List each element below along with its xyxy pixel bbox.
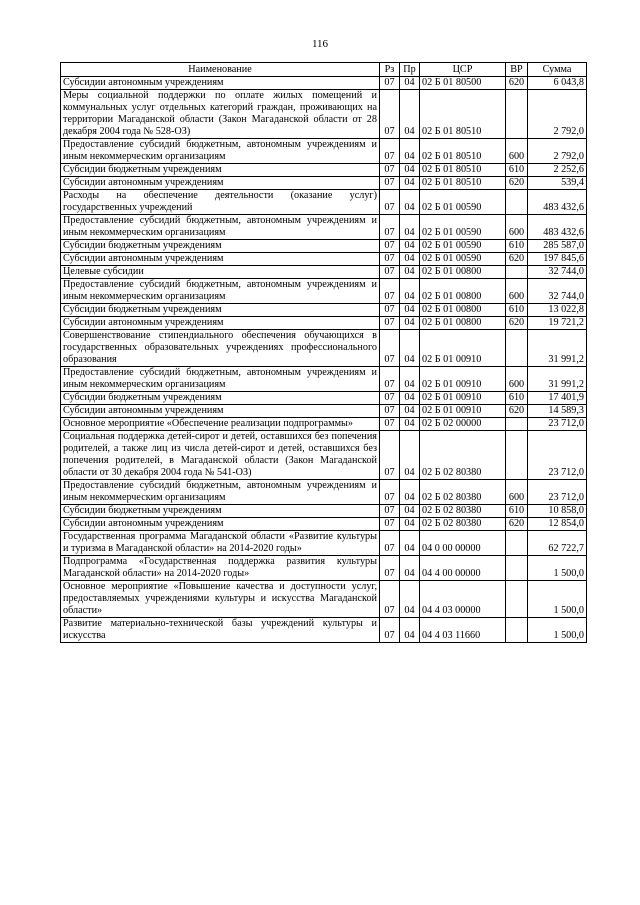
- cell-name: Субсидии автономным учреждениям: [61, 253, 380, 266]
- cell-csr: 04 4 03 11660: [420, 618, 506, 643]
- cell-rz: 07: [380, 556, 400, 581]
- cell-name: Предоставление субсидий бюджетным, автономным учреждениям и иным некоммерческим организациям: [61, 480, 380, 505]
- cell-name: Целевые субсидии: [61, 266, 380, 279]
- cell-rz: 07: [380, 480, 400, 505]
- cell-rz: 07: [380, 531, 400, 556]
- cell-csr: 02 Б 01 00910: [420, 330, 506, 367]
- table-row: [61, 518, 587, 531]
- header-pr: Пр: [400, 63, 420, 77]
- cell-sum: 19 721,2: [528, 317, 587, 330]
- cell-pr: 04: [400, 531, 420, 556]
- table-row: [61, 581, 587, 618]
- cell-name: Основное мероприятие «Повышение качества и доступности услуг, предоставляемых учреждениями культуры и искусства Магаданской области»: [61, 581, 380, 618]
- cell-rz: 07: [380, 240, 400, 253]
- cell-name: Субсидии автономным учреждениям: [61, 405, 380, 418]
- cell-sum: 2 792,0: [528, 90, 587, 139]
- cell-rz: 07: [380, 317, 400, 330]
- cell-vr: [506, 581, 528, 618]
- cell-rz: 07: [380, 367, 400, 392]
- cell-vr: [506, 266, 528, 279]
- cell-csr: 02 Б 02 80380: [420, 505, 506, 518]
- cell-name: Государственная программа Магаданской области «Развитие культуры и туризма в Магаданской области» на 2014-2020 годы»: [61, 531, 380, 556]
- cell-vr: 610: [506, 304, 528, 317]
- cell-name: Подпрограмма «Государственная поддержка развития культуры Магаданской области» на 2014-2020 годы»: [61, 556, 380, 581]
- cell-pr: 04: [400, 518, 420, 531]
- header-rz: Рз: [380, 63, 400, 77]
- cell-sum: 31 991,2: [528, 367, 587, 392]
- cell-csr: 04 0 00 00000: [420, 531, 506, 556]
- table-row: [61, 279, 587, 304]
- cell-pr: 04: [400, 431, 420, 480]
- cell-name: Субсидии бюджетным учреждениям: [61, 164, 380, 177]
- cell-csr: 02 Б 01 00800: [420, 317, 506, 330]
- cell-sum: 197 845,6: [528, 253, 587, 266]
- cell-name: Социальная поддержка детей-сирот и детей, оставшихся без попечения родителей, а также лиц из числа детей-сирот и детей, оставшихся без попечения родителей, в Магаданской области (Закон Магаданской области от 30 декабря 2004 года № 541-ОЗ): [61, 431, 380, 480]
- cell-rz: 07: [380, 618, 400, 643]
- table-row: [61, 431, 587, 480]
- table-row: [61, 90, 587, 139]
- cell-csr: 02 Б 01 00910: [420, 405, 506, 418]
- table-row: [61, 556, 587, 581]
- cell-pr: 04: [400, 77, 420, 90]
- cell-sum: 17 401,9: [528, 392, 587, 405]
- cell-csr: 04 4 03 00000: [420, 581, 506, 618]
- cell-sum: 285 587,0: [528, 240, 587, 253]
- cell-rz: 07: [380, 215, 400, 240]
- cell-rz: 07: [380, 518, 400, 531]
- cell-vr: [506, 190, 528, 215]
- cell-sum: 1 500,0: [528, 556, 587, 581]
- cell-vr: [506, 418, 528, 431]
- cell-rz: 07: [380, 431, 400, 480]
- cell-csr: 02 Б 02 80380: [420, 431, 506, 480]
- cell-csr: 02 Б 01 00590: [420, 240, 506, 253]
- table-row: [61, 367, 587, 392]
- cell-vr: [506, 618, 528, 643]
- table-row: [61, 317, 587, 330]
- table-row: [61, 177, 587, 190]
- cell-rz: 07: [380, 139, 400, 164]
- cell-vr: 620: [506, 177, 528, 190]
- cell-pr: 04: [400, 215, 420, 240]
- cell-csr: 02 Б 01 00800: [420, 266, 506, 279]
- cell-sum: 539,4: [528, 177, 587, 190]
- cell-vr: 620: [506, 518, 528, 531]
- cell-rz: 07: [380, 177, 400, 190]
- table-row: [61, 392, 587, 405]
- cell-sum: 2 252,6: [528, 164, 587, 177]
- cell-sum: 23 712,0: [528, 431, 587, 480]
- table-row: [61, 304, 587, 317]
- page-number: 116: [311, 38, 329, 50]
- cell-pr: 04: [400, 139, 420, 164]
- table-row: [61, 531, 587, 556]
- cell-pr: 04: [400, 418, 420, 431]
- cell-csr: 02 Б 02 80380: [420, 480, 506, 505]
- cell-csr: 02 Б 01 00590: [420, 190, 506, 215]
- cell-rz: 07: [380, 266, 400, 279]
- cell-name: Предоставление субсидий бюджетным, автономным учреждениям и иным некоммерческим организациям: [61, 139, 380, 164]
- cell-rz: 07: [380, 279, 400, 304]
- cell-vr: [506, 556, 528, 581]
- cell-sum: 62 722,7: [528, 531, 587, 556]
- cell-csr: 02 Б 01 80510: [420, 90, 506, 139]
- cell-name: Меры социальной поддержки по оплате жилых помещений и коммунальных услуг отдельных категорий граждан, проживающих на территории Магаданской области (Закон Магаданской области от 28 декабря 2004 года № 528-ОЗ): [61, 90, 380, 139]
- cell-csr: 02 Б 01 80500: [420, 77, 506, 90]
- cell-pr: 04: [400, 190, 420, 215]
- cell-name: Предоставление субсидий бюджетным, автономным учреждениям и иным некоммерческим организациям: [61, 279, 380, 304]
- table-row: [61, 405, 587, 418]
- cell-pr: 04: [400, 279, 420, 304]
- cell-name: Предоставление субсидий бюджетным, автономным учреждениям и иным некоммерческим организациям: [61, 367, 380, 392]
- cell-sum: 483 432,6: [528, 215, 587, 240]
- cell-sum: 23 712,0: [528, 480, 587, 505]
- budget-table: [60, 62, 587, 643]
- cell-rz: 07: [380, 164, 400, 177]
- table-row: [61, 215, 587, 240]
- cell-vr: 610: [506, 392, 528, 405]
- cell-rz: 07: [380, 581, 400, 618]
- cell-pr: 04: [400, 266, 420, 279]
- cell-sum: 483 432,6: [528, 190, 587, 215]
- cell-name: Расходы на обеспечение деятельности (оказание услуг) государственных учреждений: [61, 190, 380, 215]
- cell-rz: 07: [380, 190, 400, 215]
- cell-csr: 02 Б 01 80510: [420, 139, 506, 164]
- cell-csr: 02 Б 02 80380: [420, 518, 506, 531]
- cell-rz: 07: [380, 253, 400, 266]
- cell-csr: 02 Б 01 00590: [420, 253, 506, 266]
- cell-pr: 04: [400, 90, 420, 139]
- cell-name: Субсидии автономным учреждениям: [61, 317, 380, 330]
- table-row: [61, 330, 587, 367]
- table-row: [61, 253, 587, 266]
- cell-vr: [506, 90, 528, 139]
- cell-sum: 32 744,0: [528, 279, 587, 304]
- header-vr: ВР: [506, 63, 528, 77]
- cell-csr: 04 4 00 00000: [420, 556, 506, 581]
- cell-csr: 02 Б 01 00800: [420, 279, 506, 304]
- cell-vr: [506, 330, 528, 367]
- header-name: Наименование: [61, 63, 380, 77]
- cell-rz: 07: [380, 330, 400, 367]
- cell-pr: 04: [400, 177, 420, 190]
- table-row: [61, 505, 587, 518]
- cell-sum: 10 858,0: [528, 505, 587, 518]
- table-row: [61, 418, 587, 431]
- cell-vr: 620: [506, 317, 528, 330]
- cell-pr: 04: [400, 253, 420, 266]
- cell-vr: 600: [506, 279, 528, 304]
- cell-name: Совершенствование стипендиального обеспечения обучающихся в государственных образовательных учреждениях профессионального образования: [61, 330, 380, 367]
- cell-rz: 07: [380, 90, 400, 139]
- table-row: [61, 240, 587, 253]
- cell-pr: 04: [400, 405, 420, 418]
- cell-sum: 31 991,2: [528, 330, 587, 367]
- cell-pr: 04: [400, 317, 420, 330]
- cell-pr: 04: [400, 304, 420, 317]
- cell-vr: 600: [506, 139, 528, 164]
- cell-vr: 600: [506, 215, 528, 240]
- table-body: [61, 77, 587, 643]
- table-row: [61, 164, 587, 177]
- cell-csr: 02 Б 01 00800: [420, 304, 506, 317]
- cell-rz: 07: [380, 505, 400, 518]
- cell-pr: 04: [400, 330, 420, 367]
- cell-sum: 1 500,0: [528, 618, 587, 643]
- cell-name: Субсидии автономным учреждениям: [61, 518, 380, 531]
- cell-csr: 02 Б 01 00590: [420, 215, 506, 240]
- table-row: [61, 618, 587, 643]
- table-header-row: [61, 63, 587, 77]
- cell-csr: 02 Б 01 00910: [420, 367, 506, 392]
- cell-csr: 02 Б 01 80510: [420, 177, 506, 190]
- cell-name: Развитие материально-технической базы учреждений культуры и искусства: [61, 618, 380, 643]
- cell-vr: 620: [506, 253, 528, 266]
- cell-name: Субсидии автономным учреждениям: [61, 77, 380, 90]
- cell-pr: 04: [400, 505, 420, 518]
- header-sum: Сумма: [528, 63, 587, 77]
- cell-sum: 14 589,3: [528, 405, 587, 418]
- cell-vr: 600: [506, 480, 528, 505]
- table-row: [61, 77, 587, 90]
- cell-rz: 07: [380, 392, 400, 405]
- cell-name: Субсидии бюджетным учреждениям: [61, 240, 380, 253]
- table-row: [61, 139, 587, 164]
- cell-name: Предоставление субсидий бюджетным, автономным учреждениям и иным некоммерческим организациям: [61, 215, 380, 240]
- cell-vr: 600: [506, 367, 528, 392]
- cell-sum: 2 792,0: [528, 139, 587, 164]
- cell-pr: 04: [400, 164, 420, 177]
- cell-name: Субсидии бюджетным учреждениям: [61, 304, 380, 317]
- cell-vr: [506, 431, 528, 480]
- cell-sum: 32 744,0: [528, 266, 587, 279]
- cell-sum: 1 500,0: [528, 581, 587, 618]
- cell-csr: 02 Б 01 80510: [420, 164, 506, 177]
- cell-sum: 12 854,0: [528, 518, 587, 531]
- cell-vr: 620: [506, 77, 528, 90]
- cell-name: Субсидии автономным учреждениям: [61, 177, 380, 190]
- table-row: [61, 480, 587, 505]
- cell-pr: 04: [400, 480, 420, 505]
- cell-pr: 04: [400, 618, 420, 643]
- cell-vr: 610: [506, 505, 528, 518]
- cell-vr: 620: [506, 405, 528, 418]
- table-row: [61, 190, 587, 215]
- cell-name: Субсидии бюджетным учреждениям: [61, 505, 380, 518]
- header-csr: ЦСР: [420, 63, 506, 77]
- cell-pr: 04: [400, 240, 420, 253]
- cell-pr: 04: [400, 556, 420, 581]
- cell-name: Субсидии бюджетным учреждениям: [61, 392, 380, 405]
- cell-csr: 02 Б 02 00000: [420, 418, 506, 431]
- cell-pr: 04: [400, 581, 420, 618]
- cell-rz: 07: [380, 418, 400, 431]
- cell-sum: 13 022,8: [528, 304, 587, 317]
- cell-rz: 07: [380, 405, 400, 418]
- cell-vr: 610: [506, 240, 528, 253]
- cell-vr: [506, 531, 528, 556]
- cell-name: Основное мероприятие «Обеспечение реализации подпрограммы»: [61, 418, 380, 431]
- cell-rz: 07: [380, 304, 400, 317]
- cell-pr: 04: [400, 392, 420, 405]
- cell-csr: 02 Б 01 00910: [420, 392, 506, 405]
- cell-rz: 07: [380, 77, 400, 90]
- table-row: [61, 266, 587, 279]
- cell-pr: 04: [400, 367, 420, 392]
- cell-sum: 6 043,8: [528, 77, 587, 90]
- cell-sum: 23 712,0: [528, 418, 587, 431]
- cell-vr: 610: [506, 164, 528, 177]
